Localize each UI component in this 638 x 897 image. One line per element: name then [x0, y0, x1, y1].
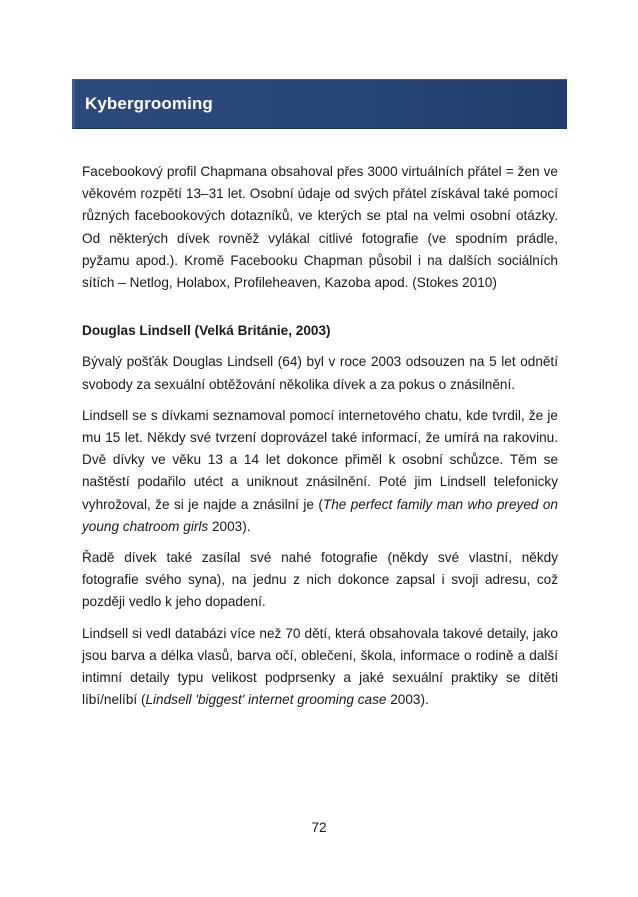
case-paragraph-4	[82, 623, 558, 712]
case-paragraph-2	[82, 405, 558, 538]
case-paragraph-2-year: 2003).	[208, 518, 251, 534]
page-number: 72	[311, 820, 327, 835]
case-paragraph-2-text: Lindsell se s dívkami seznamoval pomocí internetového chatu, kde tvrdil, že je mu 15 let. Někdy své tvrzení doprovázel také informací, že umírá na rakovinu. Dvě dívky ve věku 13 a 14 let dokonce přiměl k osobní schůzce. Těm se naštěstí podařilo utéct a uniknout znásilnění. Poté jim Lindsell telefonicky vyhrožoval, že si je najde a znásilní je (	[82, 407, 558, 512]
source-title-grooming-case: Lindsell 'biggest' internet grooming case	[145, 692, 387, 708]
case-paragraph-3: Řadě dívek také zasílal své nahé fotografie (někdy své vlastní, někdy fotografie svého syna), na jednu z nich dokonce zapsal i svoji adresu, což později vedlo k jeho dopadení.	[82, 550, 558, 610]
case-paragraph-1: Bývalý pošťák Douglas Lindsell (64) byl v roce 2003 odsouzen na 5 let odnětí svobody za sexuální obtěžování několika dívek a za pokus o znásilnění.	[82, 354, 558, 392]
intro-paragraph: Facebookový profil Chapmana obsahoval přes 3000 virtuálních přátel = žen ve věkovém rozpětí 13–31 let. Osobní údaje od svých přátel získával také pomocí různých facebookových dotazníků, ve kterých se ptal na velmi osobní otázky. Od některých dívek rovněž vylákal citlivé fotografie (ve spodním prádle, pyžamu apod.). Kromě Facebooku Chapman působil i na dalších sociálních sítích – Netlog, Holabox, Profileheaven, Kazoba apod. (Stokes 2010)	[82, 164, 558, 291]
case-paragraph-4-text: Lindsell si vedl databázi více než 70 dětí, která obsahovala takové detaily, jako jsou barva a délka vlasů, barva očí, oblečení, škola, informace o rodině a další intimní detaily typu velikost podprsenky a jaké sexuální praktiky se dítěti líbí/nelíbí (	[82, 625, 558, 708]
case-paragraph-4-year: 2003).	[386, 692, 429, 708]
chapter-title: Kybergrooming	[85, 94, 213, 113]
case-heading: Douglas Lindsell (Velká Británie, 2003)	[82, 323, 331, 339]
page-body	[82, 161, 558, 720]
chapter-header-band	[72, 79, 567, 129]
source-title-chatroom: The perfect family man who preyed on young chatroom girls	[82, 496, 558, 534]
